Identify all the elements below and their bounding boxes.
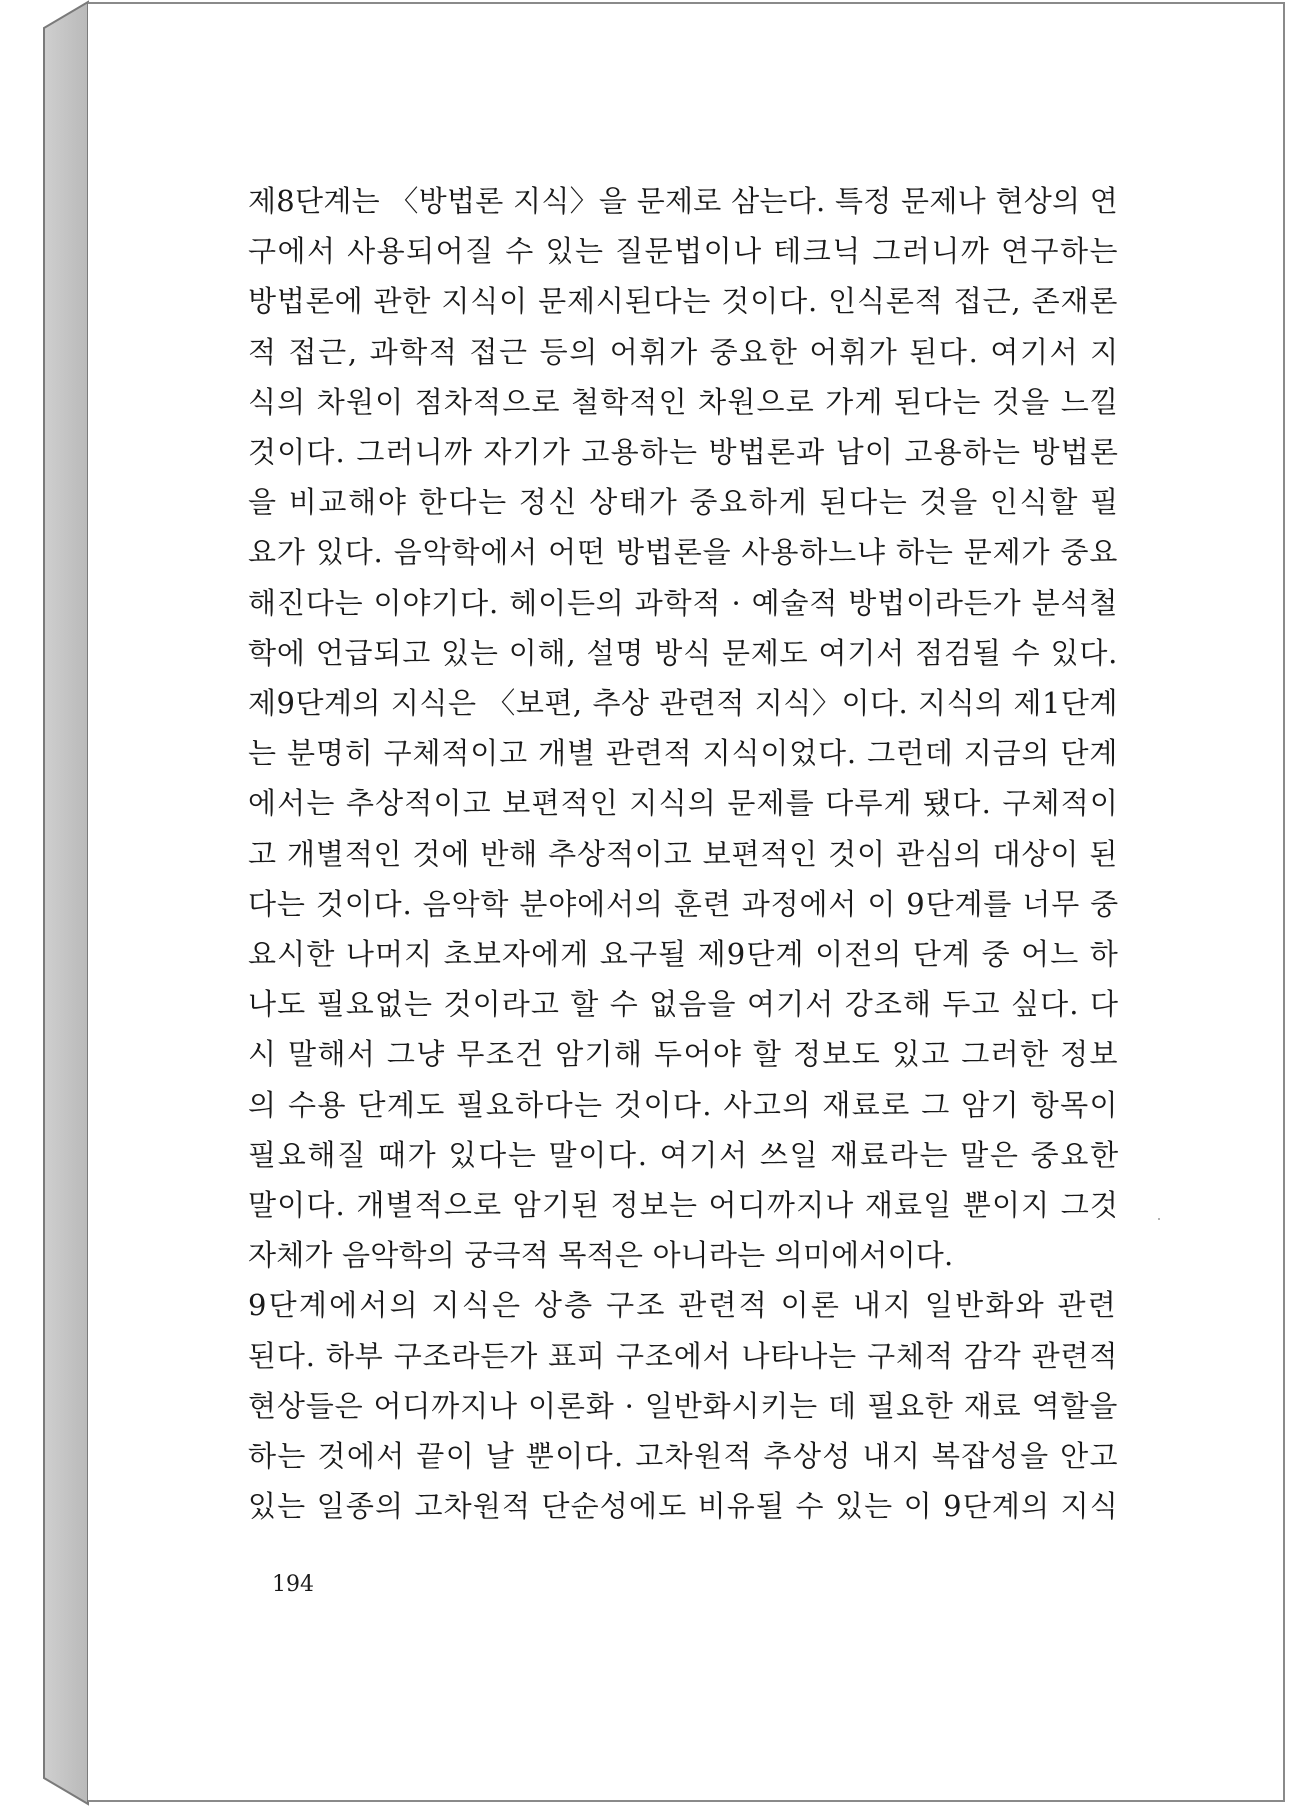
text-line: 시 말해서 그냥 무조건 암기해 두어야 할 정보도 있고 그러한 정보	[248, 1037, 1119, 1072]
text-line: 필요해질 때가 있다는 말이다. 여기서 쓰일 재료라는 말은 중요한	[248, 1137, 1120, 1172]
text-line: 의 수용 단계도 필요하다는 것이다. 사고의 재료로 그 암기 항목이	[248, 1087, 1119, 1122]
text-line: 나도 필요없는 것이라고 할 수 없음을 여기서 강조해 두고 싶다. 다	[248, 987, 1120, 1022]
text-line: 구에서 사용되어질 수 있는 질문법이나 테크닉 그러니까 연구하는	[248, 234, 1119, 269]
text-line: 자체가 음악학의 궁극적 목적은 아니라는 의미에서이다.	[248, 1238, 954, 1273]
text-line: 방법론에 관한 지식이 문제시된다는 것이다. 인식론적 접근, 존재론	[248, 284, 1119, 319]
text-line: 된다. 하부 구조라든가 표피 구조에서 나타나는 구체적 감각 관련적	[248, 1338, 1119, 1373]
scan-speck	[1158, 1218, 1160, 1220]
body-text	[248, 176, 1118, 1531]
text-line: 다는 것이다. 음악학 분야에서의 훈련 과정에서 이 9단계를 너무 중	[248, 886, 1120, 921]
text-line: 9단계에서의 지식은 상층 구조 관련적 이론 내지 일반화와 관련	[248, 1288, 1118, 1323]
text-line: 을 비교해야 한다는 정신 상태가 중요하게 된다는 것을 인식할 필	[248, 485, 1120, 520]
page-number: 194	[272, 1572, 314, 1597]
text-line: 에서는 추상적이고 보편적인 지식의 문제를 다루게 됐다. 구체적이	[248, 786, 1120, 821]
book-spine-edge	[0, 0, 90, 1806]
text-line: 말이다. 개별적으로 암기된 정보는 어디까지나 재료일 뿐이지 그것	[248, 1188, 1120, 1223]
text-line: 요시한 나머지 초보자에게 요구될 제9단계 이전의 단계 중 어느 하	[248, 937, 1119, 972]
text-line: 제8단계는 〈방법론 지식〉을 문제로 삼는다. 특정 문제나 현상의 연	[248, 184, 1119, 218]
text-line: 것이다. 그러니까 자기가 고용하는 방법론과 남이 고용하는 방법론	[248, 435, 1120, 470]
text-line: 현상들은 어디까지나 이론화 · 일반화시키는 데 필요한 재료 역할을	[248, 1388, 1119, 1423]
text-line: 는 분명히 구체적이고 개별 관련적 지식이었다. 그런데 지금의 단계	[248, 736, 1119, 771]
text-line: 고 개별적인 것에 반해 추상적이고 보편적인 것이 관심의 대상이 된	[248, 836, 1119, 871]
text-line: 하는 것에서 끝이 날 뿐이다. 고차원적 추상성 내지 복잡성을 안고	[248, 1439, 1119, 1474]
text-line: 있는 일종의 고차원적 단순성에도 비유될 수 있는 이 9단계의 지식	[248, 1489, 1119, 1524]
text-line: 학에 언급되고 있는 이해, 설명 방식 문제도 여기서 점검될 수 있다.	[248, 635, 1119, 670]
text-line: 적 접근, 과학적 접근 등의 어휘가 중요한 어휘가 된다. 여기서 지	[248, 334, 1120, 369]
text-line: 요가 있다. 음악학에서 어떤 방법론을 사용하느냐 하는 문제가 중요	[248, 535, 1119, 570]
text-line: 해진다는 이야기다. 헤이든의 과학적 · 예술적 방법이라든가 분석철	[248, 585, 1119, 620]
text-line: 식의 차원이 점차적으로 철학적인 차원으로 가게 된다는 것을 느낄	[248, 384, 1120, 419]
text-line: 제9단계의 지식은 〈보편, 추상 관련적 지식〉이다. 지식의 제1단계	[248, 686, 1118, 721]
